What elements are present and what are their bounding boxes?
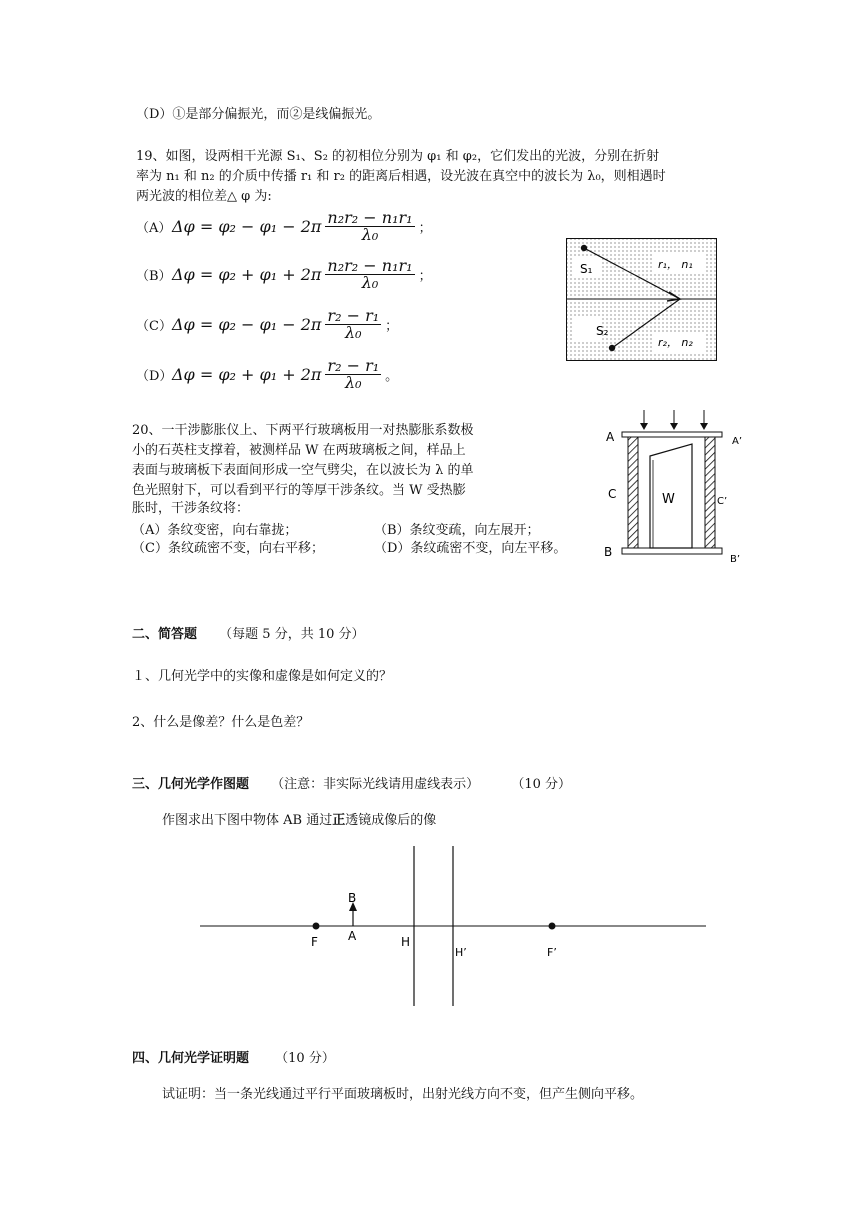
- q20-dilatometer-figure: [600, 404, 746, 562]
- q19-option-b: [136, 258, 432, 291]
- formula-fraction: [325, 258, 414, 291]
- formula-lhs: Δφ = φ₂ − φ₁ − 2π: [172, 217, 322, 236]
- fraction-numerator: r₂ − r₁: [327, 356, 380, 375]
- bottom-glass-plate: [622, 548, 722, 554]
- label-b-prime: B’: [730, 554, 741, 562]
- q19-stem-line2: 率为 n₁ 和 n₂ 的介质中传播 r₁ 和 r₂ 的距离后相遇，设光波在真空中的波长为 λ₀，则相遇时: [136, 169, 666, 184]
- fraction-denominator: λ₀: [361, 225, 379, 244]
- q20-line4: 色光照射下，可以看到平行的等厚干涉条纹。当 W 受热膨: [132, 483, 466, 498]
- label-b: B: [348, 891, 357, 905]
- formula-lhs: Δφ = φ₂ + φ₁ + 2π: [172, 365, 322, 384]
- section-2-question-2: 2、什么是像差？什么是色差？: [132, 715, 310, 730]
- label-a: A: [348, 929, 357, 943]
- label-w: W: [662, 492, 675, 507]
- label-h-prime: H’: [455, 946, 467, 959]
- q18-option-d: （D）①是部分偏振光，而②是线偏振光。: [136, 107, 381, 122]
- lens-construction-diagram: [200, 844, 710, 1010]
- fraction-numerator: r₂ − r₁: [327, 306, 380, 325]
- fraction-numerator: n₂r₂ − n₁r₁: [327, 208, 413, 227]
- s2-label: S₂: [596, 324, 609, 338]
- option-label: （C）: [136, 319, 172, 334]
- label-f-prime: F’: [547, 946, 557, 959]
- section-3-score: （10 分）: [511, 777, 571, 792]
- formula-lhs: Δφ = φ₂ − φ₁ − 2π: [172, 315, 322, 334]
- formula-fraction: [325, 308, 381, 341]
- option-label: （B）: [136, 269, 172, 284]
- q19-option-a: [136, 210, 432, 243]
- label-a: A: [606, 430, 615, 444]
- section-2-heading: [132, 626, 365, 644]
- section-4-prompt: 试证明：当一条光线通过平行平面玻璃板时，出射光线方向不变，但产生侧向平移。: [162, 1087, 644, 1102]
- prompt-part-1: 作图求出下图中物体 AB 通过: [162, 813, 333, 828]
- top-medium-label: r₁， n₁: [658, 258, 693, 271]
- fraction-denominator: λ₀: [361, 273, 379, 292]
- section-3-title: 三、几何光学作图题: [132, 777, 250, 792]
- q20-option-a: （A）条纹变密，向右靠拢；: [132, 523, 298, 538]
- s2-point: [609, 345, 615, 351]
- fraction-numerator: n₂r₂ − n₁r₁: [327, 256, 413, 275]
- section-4-score: （10 分）: [275, 1051, 335, 1066]
- q20-line1: 20、一干涉膨胀仪上、下两平行玻璃板用一对热膨胀系数极: [132, 423, 474, 438]
- label-f: F: [311, 935, 318, 949]
- fraction-denominator: λ₀: [344, 373, 362, 392]
- formula-fraction: [325, 358, 381, 391]
- q20-line2: 小的石英柱支撑着，被测样品 W 在两玻璃板之间，样品上: [132, 443, 466, 458]
- label-b: B: [604, 545, 613, 559]
- bottom-medium-label: r₂， n₂: [658, 336, 693, 349]
- q19-option-c: [136, 308, 398, 341]
- section-4-heading: [132, 1050, 335, 1068]
- section-3-note: （注意：非实际光线请用虚线表示）: [271, 777, 480, 792]
- option-tail: ；: [418, 221, 432, 236]
- top-glass-plate: [622, 432, 722, 437]
- section-2-question-1: １、几何光学中的实像和虚像是如何定义的？: [132, 669, 393, 684]
- s1-label: S₁: [580, 262, 593, 276]
- section-4-title: 四、几何光学证明题: [132, 1051, 250, 1066]
- section-2-note: （每题 5 分，共 10 分）: [219, 627, 365, 642]
- label-c: C: [608, 487, 617, 501]
- label-a-prime: A’: [732, 436, 743, 447]
- section-2-title: 二、简答题: [132, 627, 198, 642]
- q19-refraction-figure: [566, 238, 718, 362]
- option-label: （D）: [136, 369, 173, 384]
- q20-option-b: （B）条纹变疏，向左展开；: [374, 523, 540, 538]
- fraction-denominator: λ₀: [344, 323, 362, 342]
- q19-stem-line1: 19、如图，设两相干光源 S₁、S₂ 的初相位分别为 φ₁ 和 φ₂，它们发出的光波，分别在折射: [136, 149, 660, 164]
- q20-line5: 胀时，干涉条纹将：: [132, 501, 250, 516]
- q20-line3: 表面与玻璃板下表面间形成一空气劈尖，在以波长为 λ 的单: [132, 463, 474, 478]
- q20-option-c: （C）条纹疏密不变，向右平移；: [132, 541, 324, 556]
- prompt-emphasis: 正: [332, 813, 346, 828]
- option-label: （A）: [136, 221, 172, 236]
- incident-light-arrows: [640, 410, 708, 430]
- q19-option-d: [136, 358, 398, 391]
- right-quartz-column: [705, 437, 715, 548]
- section-3-prompt: [162, 812, 436, 830]
- option-tail: ；: [418, 269, 432, 284]
- label-h: H: [401, 935, 411, 949]
- q20-option-d: （D）条纹疏密不变，向左平移。: [374, 541, 567, 556]
- prompt-part-2: 透镜成像后的像: [345, 813, 437, 828]
- focal-point-f: [313, 923, 320, 930]
- focal-point-f-prime: [549, 923, 556, 930]
- s1-point: [581, 245, 587, 251]
- label-c-prime: C’: [717, 496, 728, 507]
- section-3-heading: [132, 776, 571, 794]
- option-tail: 。: [385, 369, 399, 384]
- option-tail: ；: [385, 319, 399, 334]
- formula-lhs: Δφ = φ₂ + φ₁ + 2π: [172, 265, 322, 284]
- q19-stem-line3: 两光波的相位差△ φ 为:: [136, 189, 272, 204]
- formula-fraction: [325, 210, 414, 243]
- left-quartz-column: [628, 437, 638, 548]
